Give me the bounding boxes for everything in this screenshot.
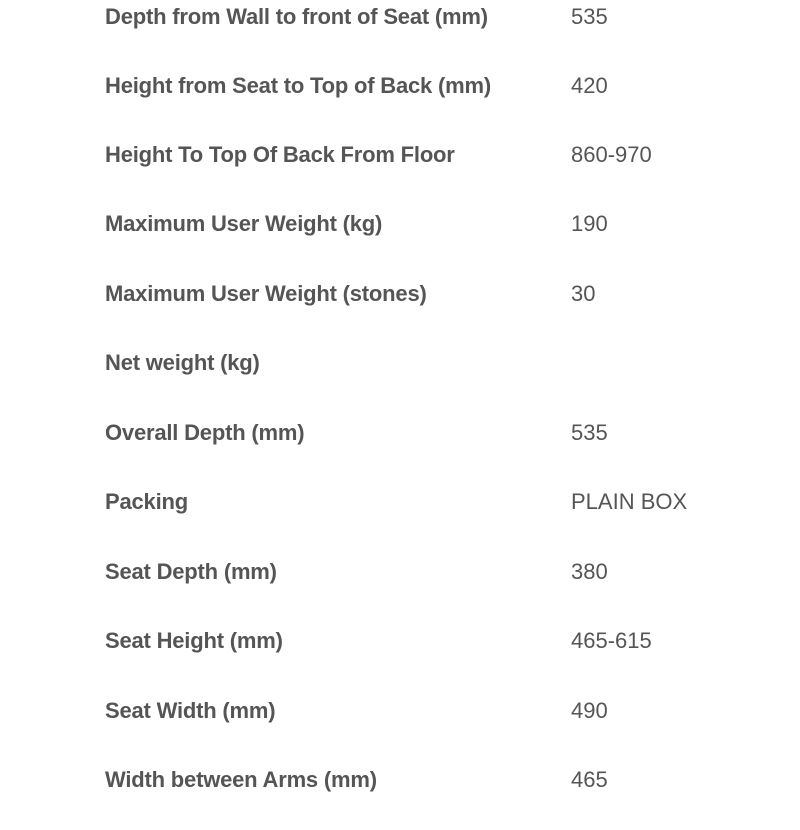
spec-row [0,482,800,552]
spec-value: PLAIN BOX [571,489,688,514]
spec-label: Depth from Wall to front of Seat (mm) [105,4,488,29]
spec-label: Overall Depth (mm) [105,420,305,445]
spec-value: 30 [571,281,596,306]
spec-row [0,66,800,136]
spec-label: Net weight (kg) [105,350,260,375]
spec-label: Height from Seat to Top of Back (mm) [105,73,491,98]
spec-value: 535 [571,4,608,29]
spec-row [0,274,800,344]
spec-value: 535 [571,420,608,445]
spec-label: Maximum User Weight (stones) [105,281,427,306]
spec-value: 490 [571,698,608,723]
spec-label: Width between Arms (mm) [105,767,377,792]
spec-row [0,552,800,622]
spec-label: Packing [105,489,188,514]
spec-value: 380 [571,559,608,584]
spec-row [0,204,800,274]
spec-row [0,413,800,483]
spec-value: 420 [571,73,608,98]
spec-value: 465 [571,767,608,792]
spec-row [0,0,800,67]
spec-label: Seat Depth (mm) [105,559,277,584]
spec-label: Seat Height (mm) [105,628,283,653]
spec-value: 465-615 [571,628,652,653]
spec-row [0,135,800,205]
spec-row [0,760,800,830]
spec-label: Height To Top Of Back From Floor [105,142,455,167]
spec-value: 860-970 [571,142,652,167]
spec-row [0,691,800,761]
spec-row [0,621,800,691]
spec-value: 190 [571,211,608,236]
spec-label: Maximum User Weight (kg) [105,211,383,236]
spec-label: Seat Width (mm) [105,698,276,723]
spec-row [0,343,800,413]
